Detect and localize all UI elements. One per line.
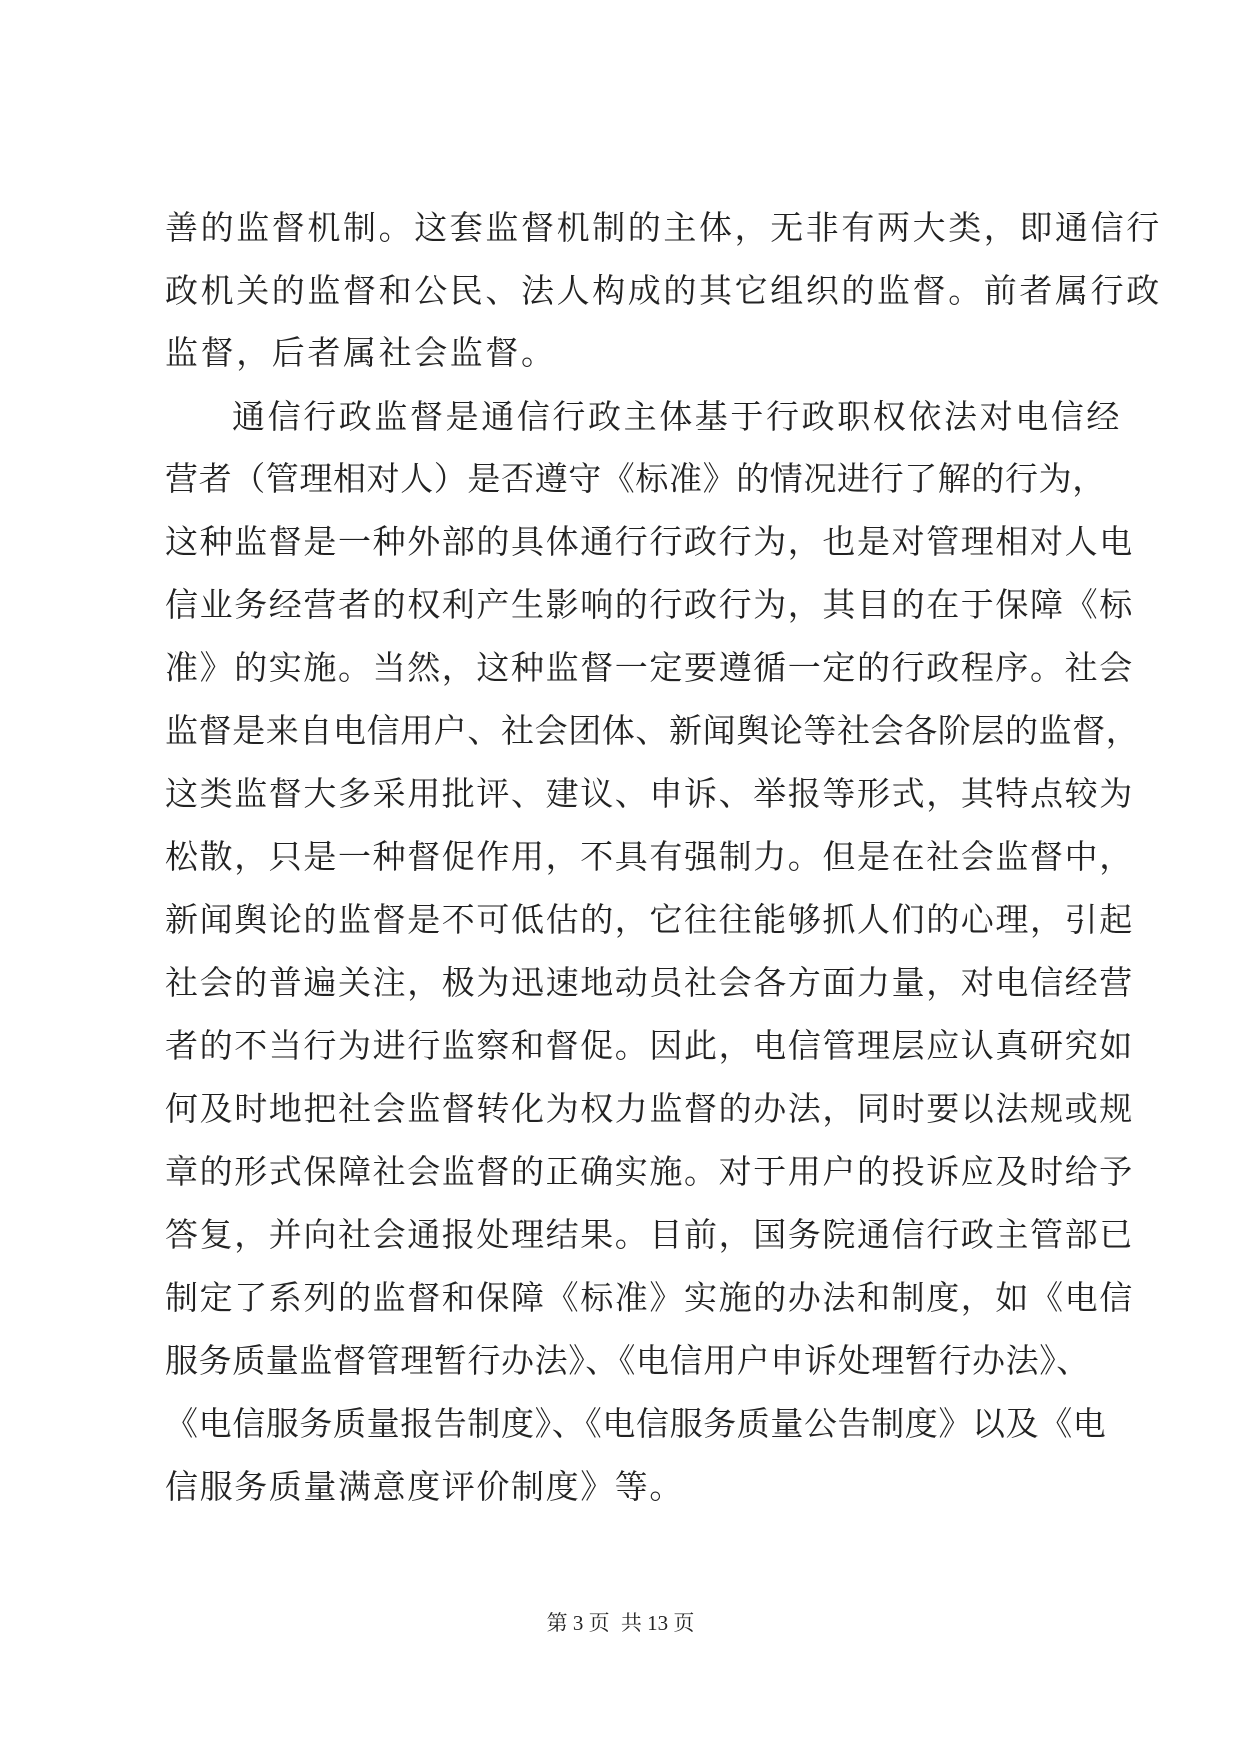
text-line: 监督是来自电信用户、社会团体、新闻舆论等社会各阶层的监督，: [165, 711, 1140, 750]
page-total: 共 13 页: [620, 1611, 695, 1635]
text-line: 通信行政监督是通信行政主体基于行政职权依法对电信经: [232, 397, 1122, 436]
text-line: 这种监督是一种外部的具体通行行政行为，也是对管理相对人电: [165, 522, 1134, 561]
text-line: 《电信服务质量报告制度》、《电信服务质量公告制度》以及《电: [165, 1404, 1107, 1443]
text-line: 政机关的监督和公民、法人构成的其它组织的监督。前者属行政: [165, 271, 1162, 310]
text-line: 者的不当行为进行监察和督促。因此，电信管理层应认真研究如: [165, 1026, 1134, 1065]
text-line: 服务质量监督管理暂行办法》、《电信用户申诉处理暂行办法》、: [165, 1341, 1090, 1380]
text-line: 松散，只是一种督促作用，不具有强制力。但是在社会监督中，: [165, 837, 1134, 876]
page-number: 第 3 页: [546, 1611, 610, 1635]
text-line: 营者（管理相对人）是否遵守《标准》的情况进行了解的行为，: [165, 459, 1106, 498]
text-line: 信业务经营者的权利产生影响的行政行为，其目的在于保障《标: [165, 585, 1134, 624]
text-line: 答复，并向社会通报处理结果。目前，国务院通信行政主管部已: [165, 1215, 1134, 1254]
text-line: 监督，后者属社会监督。: [165, 333, 557, 372]
text-line: 章的形式保障社会监督的正确实施。对于用户的投诉应及时给予: [165, 1152, 1134, 1191]
text-line: 社会的普遍关注，极为迅速地动员社会各方面力量，对电信经营: [165, 963, 1134, 1002]
text-line: 准》的实施。当然，这种监督一定要遵循一定的行政程序。社会: [165, 648, 1134, 687]
text-line: 善的监督机制。这套监督机制的主体，无非有两大类，即通信行: [165, 208, 1162, 247]
text-line: 这类监督大多采用批评、建议、申诉、举报等形式，其特点较为: [165, 774, 1134, 813]
text-line: 新闻舆论的监督是不可低估的，它往往能够抓人们的心理，引起: [165, 900, 1134, 939]
text-line: 信服务质量满意度评价制度》等。: [165, 1467, 684, 1506]
text-line: 何及时地把社会监督转化为权力监督的办法，同时要以法规或规: [165, 1089, 1134, 1128]
page-footer: [0, 1608, 1241, 1638]
text-line: 制定了系列的监督和保障《标准》实施的办法和制度，如《电信: [165, 1278, 1134, 1317]
